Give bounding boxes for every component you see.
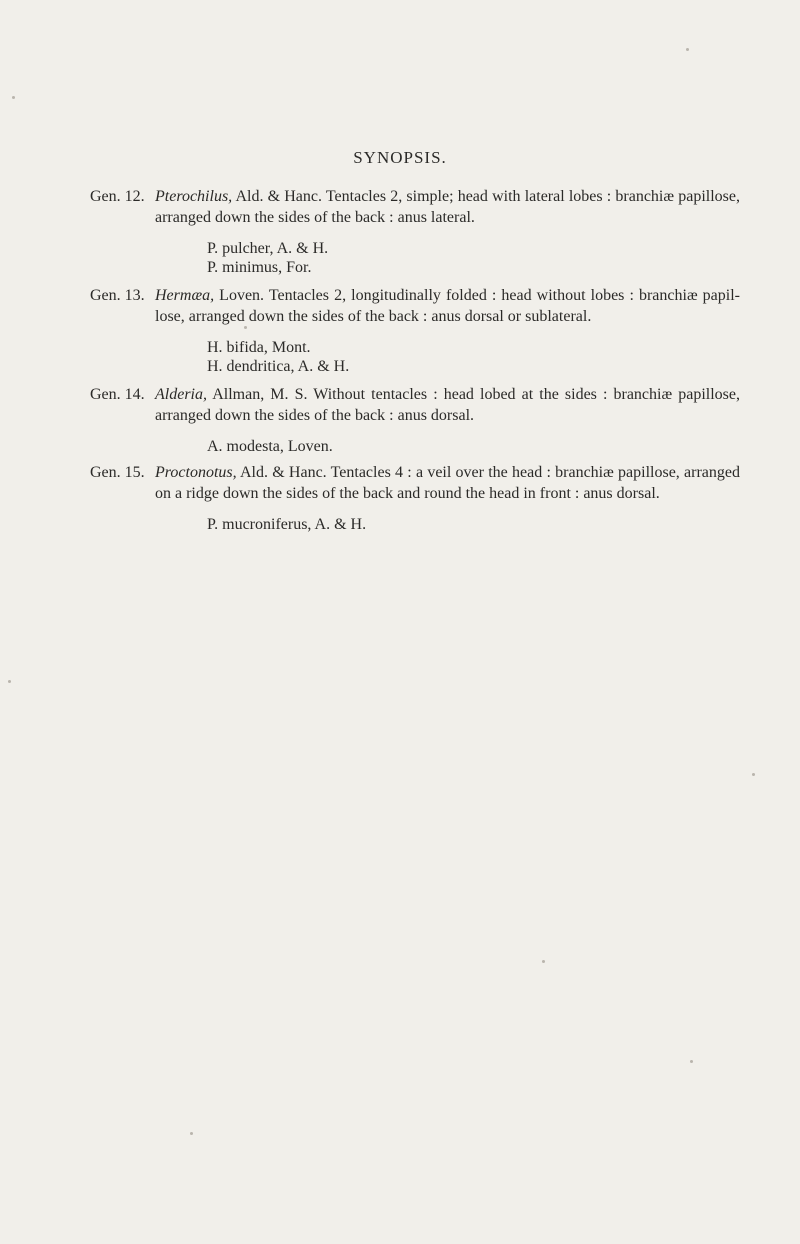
genus-name: Alderia,	[155, 386, 207, 403]
genus-number: Gen. 14.	[90, 386, 145, 403]
genus-description	[155, 462, 740, 504]
genus-number: Gen. 13.	[90, 287, 145, 304]
species-item: H. dendritica, A. & H.	[207, 358, 350, 375]
species-item: P. mucroniferus, A. & H.	[207, 516, 367, 533]
genus-text: Allman, M. S. Without tentacles : head lobed at the sides : branchiæ papillose, arranged down the sides of the back : anus dorsal.	[155, 386, 740, 424]
paper-speck	[8, 680, 11, 683]
paper-speck	[12, 96, 15, 99]
genus-name: Hermæa,	[155, 287, 215, 304]
genus-name: Pterochilus,	[155, 188, 233, 205]
genus-text: Ald. & Hanc. Tentacles 4 : a veil over the head : branchiæ papillose, arranged on a ridge down the sides of the back and round the head in front : anus dorsal.	[155, 464, 740, 502]
paper-speck	[686, 48, 689, 51]
paper-speck	[690, 1060, 693, 1063]
genus-number: Gen. 15.	[90, 464, 145, 481]
genus-number: Gen. 12.	[90, 188, 145, 205]
species-item: P. minimus, For.	[207, 259, 312, 276]
paper-speck	[752, 773, 755, 776]
genus-description	[155, 186, 740, 228]
species-item: H. bifida, Mont.	[207, 339, 311, 356]
genus-entry	[90, 462, 740, 534]
genus-text: Loven. Tentacles 2, longitudinally folded : head without lobes : branchiæ papil-lose, arranged down the sides of the back : anus dorsal or sublateral.	[155, 287, 740, 325]
genus-description	[155, 285, 740, 327]
paper-speck	[542, 960, 545, 963]
paper-speck	[244, 326, 247, 329]
species-item: A. modesta, Loven.	[207, 438, 333, 455]
species-list	[207, 437, 740, 456]
species-list	[207, 338, 740, 376]
genus-name: Proctonotus,	[155, 464, 237, 481]
species-list	[207, 239, 740, 277]
genus-text: Ald. & Hanc. Tentacles 2, simple; head with lateral lobes : branchiæ papillose, arranged down the sides of the back : anus lateral.	[155, 188, 740, 226]
page-title: SYNOPSIS.	[353, 148, 447, 167]
genus-description	[155, 384, 740, 426]
genus-entry	[90, 186, 740, 277]
genus-entry	[90, 285, 740, 376]
paper-speck	[190, 1132, 193, 1135]
species-item: P. pulcher, A. & H.	[207, 240, 329, 257]
genus-entry	[90, 384, 740, 456]
species-list	[207, 515, 740, 534]
